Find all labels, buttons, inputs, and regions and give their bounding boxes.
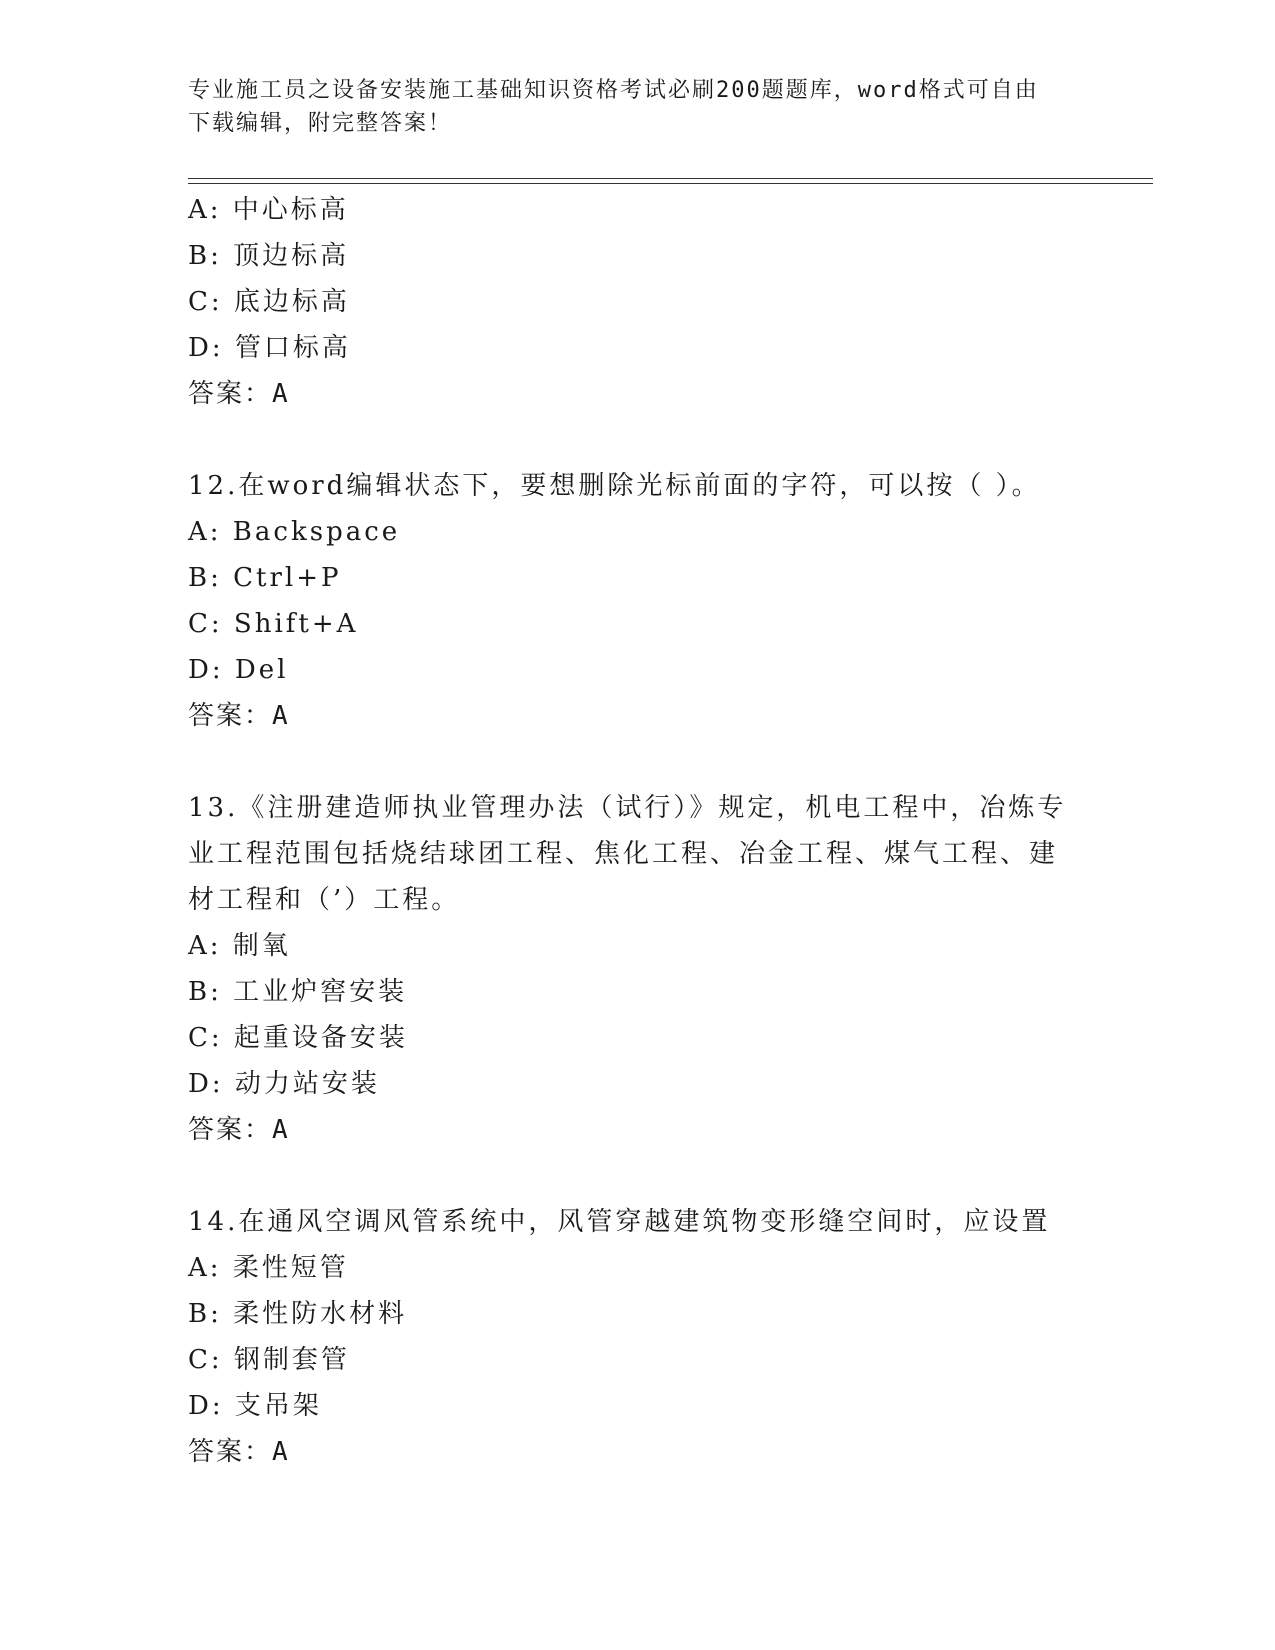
question-block-11 bbox=[188, 187, 1088, 417]
option-a: A: 制氧 bbox=[188, 931, 291, 961]
document-header bbox=[188, 74, 1088, 140]
option-b: B: Ctrl+P bbox=[188, 563, 342, 593]
option-c: C: 钢制套管 bbox=[188, 1345, 350, 1375]
option-b: B: 柔性防水材料 bbox=[188, 1299, 408, 1329]
header-rule-bottom bbox=[188, 183, 1153, 184]
question-text: 12.在word编辑状态下，要想删除光标前面的字符，可以按（ ）。 bbox=[188, 471, 1041, 501]
question-text-line-2: 业工程范围包括烧结球团工程、焦化工程、冶金工程、煤气工程、建 bbox=[188, 839, 1059, 869]
option-b: B: 顶边标高 bbox=[188, 241, 350, 271]
header-rule-top bbox=[188, 178, 1153, 179]
option-c: C: Shift+A bbox=[188, 609, 359, 639]
header-line-2: 下载编辑，附完整答案！ bbox=[188, 111, 453, 136]
question-text-line-1: 13.《注册建造师执业管理办法（试行）》规定，机电工程中，冶炼专 bbox=[188, 793, 1067, 823]
question-block-14 bbox=[188, 1199, 1088, 1475]
option-c: C: 底边标高 bbox=[188, 287, 350, 317]
answer-line: 答案：A bbox=[188, 379, 290, 409]
question-block-13 bbox=[188, 785, 1088, 1153]
option-a: A: Backspace bbox=[188, 517, 401, 547]
option-d: D: 动力站安装 bbox=[188, 1069, 380, 1099]
option-d: D: 管口标高 bbox=[188, 333, 351, 363]
header-line-1: 专业施工员之设备安装施工基础知识资格考试必刷200题题库，word格式可自由 bbox=[188, 78, 1039, 103]
option-c: C: 起重设备安装 bbox=[188, 1023, 408, 1053]
option-a: A: 中心标高 bbox=[188, 195, 349, 225]
option-d: D: Del bbox=[188, 655, 289, 685]
answer-line: 答案：A bbox=[188, 1437, 290, 1467]
answer-line: 答案：A bbox=[188, 701, 290, 731]
question-text: 14.在通风空调风管系统中，风管穿越建筑物变形缝空间时，应设置 bbox=[188, 1207, 1051, 1237]
option-d: D: 支吊架 bbox=[188, 1391, 322, 1421]
question-list bbox=[188, 187, 1088, 1475]
question-text-line-3: 材工程和（’）工程。 bbox=[188, 885, 461, 915]
option-a: A: 柔性短管 bbox=[188, 1253, 349, 1283]
question-block-12 bbox=[188, 463, 1088, 739]
option-b: B: 工业炉窖安装 bbox=[188, 977, 408, 1007]
answer-line: 答案：A bbox=[188, 1115, 290, 1145]
